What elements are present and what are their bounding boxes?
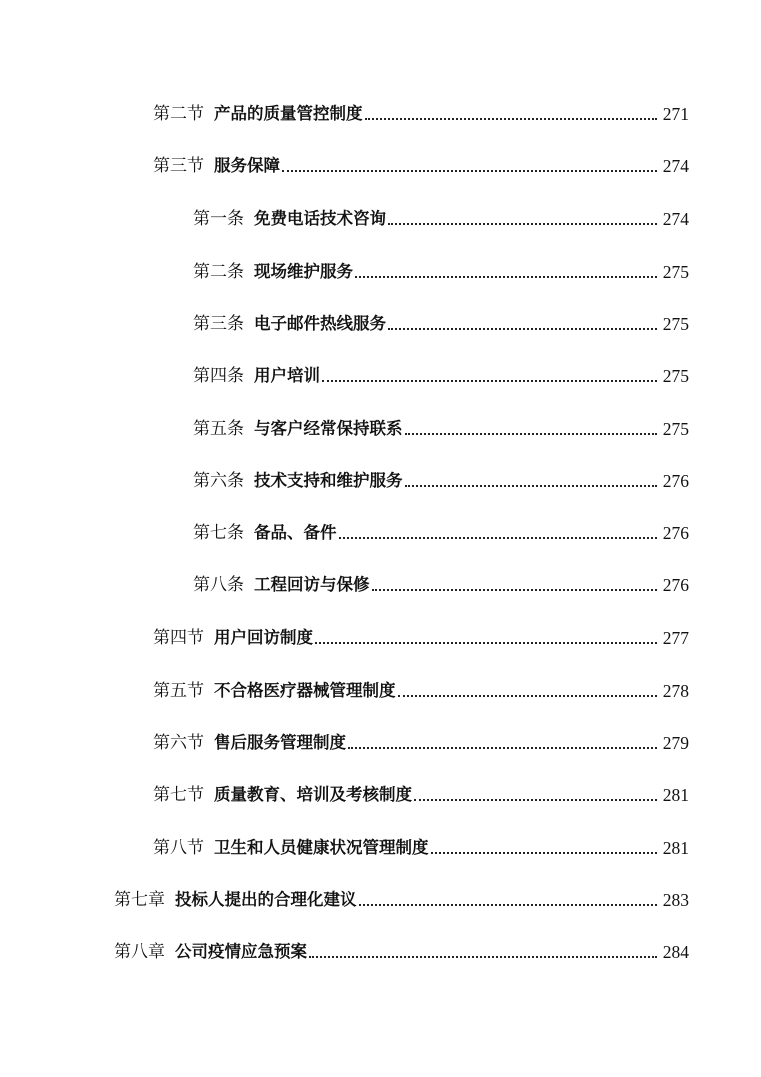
toc-entry-page: 284 [662,942,689,962]
toc-entry-title: 与客户经常保持联系 [254,419,403,438]
dot-leader [282,169,657,172]
toc-entry-title: 质量教育、培训及考核制度 [214,785,412,804]
toc-entry-page: 275 [662,419,689,439]
toc-entry-title: 备品、备件 [254,523,337,542]
toc-entry-title: 用户回访制度 [214,628,313,647]
toc-entry[interactable] [193,205,689,229]
toc-entry-number: 第二节 [153,104,204,124]
toc-entry-page: 274 [662,156,689,176]
toc-entry-number: 第七条 [193,523,244,543]
toc-entry-page: 275 [662,262,689,282]
toc-entry[interactable] [153,781,689,805]
toc-entry-number: 第三节 [153,156,204,176]
dot-leader [405,484,657,487]
toc-entry[interactable] [153,729,689,753]
toc-entry-number: 第六条 [193,471,244,491]
toc-entry-page: 283 [662,890,689,910]
toc-entry-title: 卫生和人员健康状况管理制度 [214,838,429,857]
toc-entry[interactable] [193,258,689,282]
toc-entry[interactable] [193,362,689,386]
toc-entry[interactable] [193,519,689,543]
toc-entry[interactable] [114,886,689,910]
dot-leader [388,222,657,225]
toc-entry-page: 279 [662,733,689,753]
dot-leader [355,275,657,278]
toc-entry[interactable] [153,152,689,176]
toc-entry-number: 第八章 [114,942,165,962]
toc-entry-title: 用户培训 [254,366,320,385]
toc-entry-number: 第四节 [153,628,204,648]
toc-entry[interactable] [153,834,689,858]
toc-entry-title: 产品的质量管控制度 [214,104,363,123]
toc-entry-title: 售后服务管理制度 [214,733,346,752]
toc-entry-number: 第五节 [153,681,204,701]
toc-entry-number: 第一条 [193,209,244,229]
toc-entry-number: 第四条 [193,366,244,386]
toc-entry-number: 第六节 [153,733,204,753]
toc-entry-number: 第三条 [193,314,244,334]
dot-leader [372,588,657,591]
toc-entry-title: 不合格医疗器械管理制度 [214,681,396,700]
toc-entry-page: 271 [662,104,689,124]
toc-entry-number: 第五条 [193,419,244,439]
toc-entry-title: 服务保障 [214,156,280,175]
toc-entry-number: 第七章 [114,890,165,910]
dot-leader [309,955,657,958]
dot-leader [414,798,657,801]
toc-entry-number: 第七节 [153,785,204,805]
dot-leader [405,432,657,435]
toc-entry[interactable] [114,938,689,962]
toc-entry-title: 投标人提出的合理化建议 [175,890,357,909]
toc-entry-page: 277 [662,628,689,648]
toc-entry-title: 公司疫情应急预案 [175,942,307,961]
toc-entry[interactable] [193,467,689,491]
toc-entry-page: 276 [662,471,689,491]
toc-entry-number: 第八条 [193,575,244,595]
toc-entry-page: 281 [662,838,689,858]
toc-entry-title: 免费电话技术咨询 [254,209,386,228]
dot-leader [322,379,657,382]
toc-entry-number: 第八节 [153,838,204,858]
dot-leader [315,641,657,644]
dot-leader [365,117,657,120]
toc-entry[interactable] [193,415,689,439]
dot-leader [339,536,657,539]
dot-leader [431,851,657,854]
toc-entry[interactable] [153,100,689,124]
toc-entry[interactable] [193,571,689,595]
toc-entry[interactable] [193,310,689,334]
toc-entry-title: 现场维护服务 [254,262,353,281]
toc-entry-page: 275 [662,314,689,334]
toc-entry-page: 281 [662,785,689,805]
toc-entry-page: 276 [662,523,689,543]
toc-entry[interactable] [153,624,689,648]
dot-leader [348,746,657,749]
toc-entry-page: 276 [662,575,689,595]
toc-entry-page: 275 [662,366,689,386]
toc-entry-page: 274 [662,209,689,229]
dot-leader [359,903,657,906]
toc-entry-page: 278 [662,681,689,701]
toc-entry-title: 工程回访与保修 [254,575,370,594]
dot-leader [398,694,657,697]
toc-entry-title: 技术支持和维护服务 [254,471,403,490]
toc-entry-title: 电子邮件热线服务 [254,314,386,333]
dot-leader [388,327,657,330]
toc-entry-number: 第二条 [193,262,244,282]
toc-entry[interactable] [153,677,689,701]
